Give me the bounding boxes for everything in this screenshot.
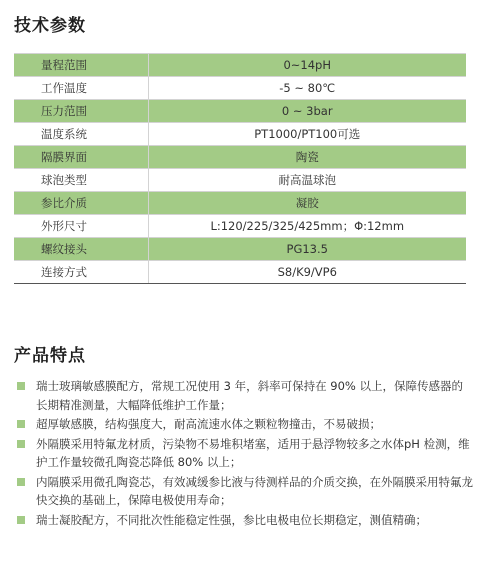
- spec-label: 工作温度: [14, 77, 148, 100]
- spec-value: 陶瓷: [148, 146, 466, 169]
- spec-row: [14, 169, 466, 192]
- feature-item: [14, 377, 474, 414]
- spec-label: 温度系统: [14, 123, 148, 146]
- feature-text: 瑞士凝胶配方，不同批次性能稳定性强，参比电极电位长期稳定，测值精确；: [36, 512, 427, 527]
- spec-value: 0~14pH: [148, 54, 466, 77]
- feature-text: 瑞士玻璃敏感膜配方，常规工况使用 3 年，斜率可保持在 90% 以上，保障传感器的长期精准测量，大幅降低维护工作量；: [36, 379, 463, 412]
- spec-label: 压力范围: [14, 100, 148, 123]
- spec-row: [14, 192, 466, 215]
- square-bullet-icon: [17, 478, 25, 486]
- spec-row: [14, 146, 466, 169]
- square-bullet-icon: [17, 382, 25, 390]
- square-bullet-icon: [17, 516, 25, 524]
- spec-row: [14, 54, 466, 77]
- spec-label: 参比介质: [14, 192, 148, 215]
- square-bullet-icon: [17, 440, 25, 448]
- feature-item: [14, 511, 474, 530]
- spec-value: S8/K9/VP6: [148, 261, 466, 284]
- spec-value: -5 ~ 80℃: [148, 77, 466, 100]
- spec-value: PT1000/PT100可选: [148, 123, 466, 146]
- feature-item: [14, 473, 474, 510]
- feature-text: 内隔膜采用微孔陶瓷芯，有效减缓参比液与待测样品的介质交换，在外隔膜采用特氟龙快交换的基础上，保障电极使用寿命；: [36, 474, 473, 507]
- specs-table: [14, 53, 466, 284]
- spec-value: 0 ~ 3bar: [148, 100, 466, 123]
- spec-label: 量程范围: [14, 54, 148, 77]
- feature-item: [14, 435, 474, 472]
- features-title: 产品特点: [14, 346, 86, 366]
- spec-value: 耐高温球泡: [148, 169, 466, 192]
- feature-item: [14, 415, 474, 434]
- feature-text: 外隔膜采用特氟龙材质，污染物不易堆积堵塞，适用于悬浮物较多之水体pH 检测，维护工作量较微孔陶瓷芯降低 80% 以上；: [36, 436, 470, 469]
- spec-label: 隔膜界面: [14, 146, 148, 169]
- spec-label: 连接方式: [14, 261, 148, 284]
- spec-row: [14, 77, 466, 100]
- feature-text: 超厚敏感膜，结构强度大，耐高流速水体之颗粒物撞击，不易破损；: [36, 417, 381, 431]
- spec-row: [14, 123, 466, 146]
- spec-value: 凝胶: [148, 192, 466, 215]
- spec-row: [14, 215, 466, 238]
- spec-row: [14, 238, 466, 261]
- spec-value: PG13.5: [148, 238, 466, 261]
- specs-title: 技术参数: [14, 16, 86, 36]
- spec-label: 球泡类型: [14, 169, 148, 192]
- spec-value: L:120/225/325/425mm；Φ:12mm: [148, 215, 466, 238]
- spec-row: [14, 261, 466, 284]
- square-bullet-icon: [17, 420, 25, 428]
- spec-label: 外形尺寸: [14, 215, 148, 238]
- spec-label: 螺纹接头: [14, 238, 148, 261]
- features-list: [14, 377, 474, 530]
- spec-row: [14, 100, 466, 123]
